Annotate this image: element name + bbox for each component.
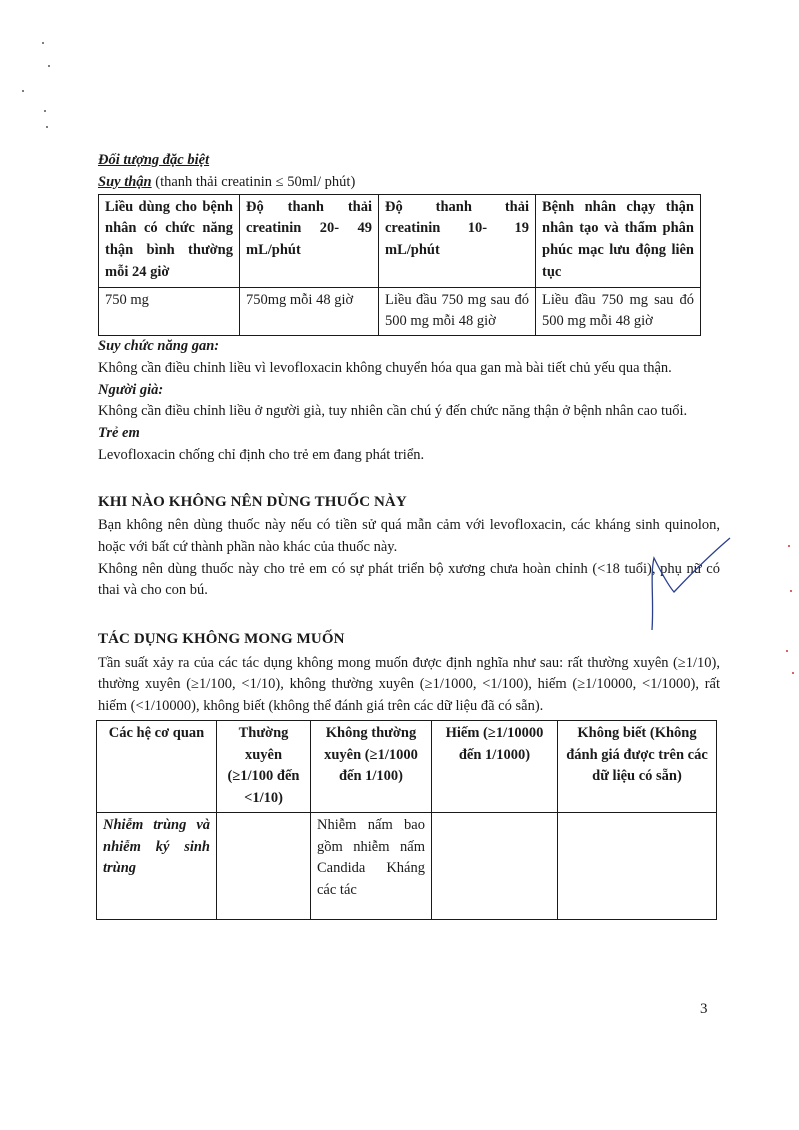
contra-heading: KHI NÀO KHÔNG NÊN DÙNG THUỐC NÀY — [98, 493, 407, 510]
pen-mark — [630, 530, 740, 640]
adverse-table — [96, 720, 717, 920]
table-cell: 750 mg — [99, 287, 240, 336]
table-header-cell: Bệnh nhân chạy thận nhân tạo và thẩm phân phúc mạc lưu động liên tục — [536, 194, 701, 287]
renal-line — [98, 172, 720, 194]
table-cell: Liều đầu 750 mg sau đó 500 mg mỗi 48 giờ — [536, 287, 701, 336]
adverse-intro: Tần suất xảy ra của các tác dụng không mong muốn được định nghĩa như sau: rất thường xuyên (≥1/10), thường xuyên (≥1/100, <1/10), không thường xuyên (≥1/1000, <1/100), hiếm (≥1/10000, <1/1000), rất hiếm (<1/10000), không biết (không thể đánh giá trên các dữ liệu đã có sẵn). — [98, 654, 720, 714]
liver-text: Không cần điều chỉnh liều vì levofloxacin không chuyển hóa qua gan mà bài tiết chủ yếu qua thận. — [98, 359, 672, 376]
table-header-row — [97, 720, 717, 812]
elderly-heading: Người già: — [98, 381, 164, 398]
liver-heading: Suy chức năng gan: — [98, 338, 220, 354]
table-cell — [432, 812, 558, 919]
table-row — [97, 812, 717, 919]
contra-paragraph-2: Không nên dùng thuốc này cho trẻ em có sự phát triển bộ xương chưa hoàn chỉnh (<18 tuổi), phụ nữ có thai và cho con bú. — [98, 560, 720, 599]
table-header-cell: Độ thanh thải creatinin 20- 49 mL/phút — [240, 194, 379, 287]
document-page — [98, 150, 720, 920]
table-header-cell: Hiếm (≥1/10000 đến 1/1000) — [432, 720, 558, 812]
renal-dose-table — [98, 194, 701, 337]
table-cell-organ: Nhiễm trùng và nhiễm ký sinh trùng — [97, 812, 217, 919]
page-number: 3 — [700, 1001, 708, 1017]
table-row — [99, 287, 701, 336]
table-header-cell: Độ thanh thải creatinin 10- 19 mL/phút — [379, 194, 536, 287]
contra-paragraph-1: Bạn không nên dùng thuốc này nếu có tiền sử quá mẫn cảm với levofloxacin, các kháng sinh quinolon, hoặc với bất cứ thành phần nào khác của thuốc này. — [98, 517, 720, 555]
children-text: Levofloxacin chống chỉ định cho trẻ em đang phát triển. — [98, 446, 425, 463]
table-cell — [558, 812, 717, 919]
adverse-heading: TÁC DỤNG KHÔNG MONG MUỐN — [98, 631, 345, 647]
table-header-cell: Không thường xuyên (≥1/1000 đến 1/100) — [311, 720, 432, 812]
table-cell — [217, 812, 311, 919]
special-heading: Đối tượng đặc biệt — [98, 152, 210, 168]
table-cell: Nhiễm nấm bao gồm nhiễm nấm Candida Kháng các tác — [311, 812, 432, 919]
children-heading: Trẻ em — [98, 425, 140, 441]
table-cell: Liều đầu 750 mg sau đó 500 mg mỗi 48 giờ — [379, 287, 536, 336]
table-cell: 750mg mỗi 48 giờ — [240, 287, 379, 336]
table-header-cell: Thường xuyên (≥1/100 đến <1/10) — [217, 720, 311, 812]
elderly-text: Không cần điều chỉnh liều ở người già, tuy nhiên cần chú ý đến chức năng thận ở bệnh nhân cao tuổi. — [98, 403, 688, 420]
renal-note: (thanh thải creatinin ≤ 50ml/ phút) — [151, 173, 356, 190]
table-header-cell: Các hệ cơ quan — [97, 720, 217, 812]
table-header-cell: Liều dùng cho bệnh nhân có chức năng thận bình thường mỗi 24 giờ — [99, 194, 240, 287]
table-header-row — [99, 194, 701, 287]
table-header-cell: Không biết (Không đánh giá được trên các dữ liệu có sẵn) — [558, 720, 717, 812]
renal-label: Suy thận — [98, 173, 152, 190]
